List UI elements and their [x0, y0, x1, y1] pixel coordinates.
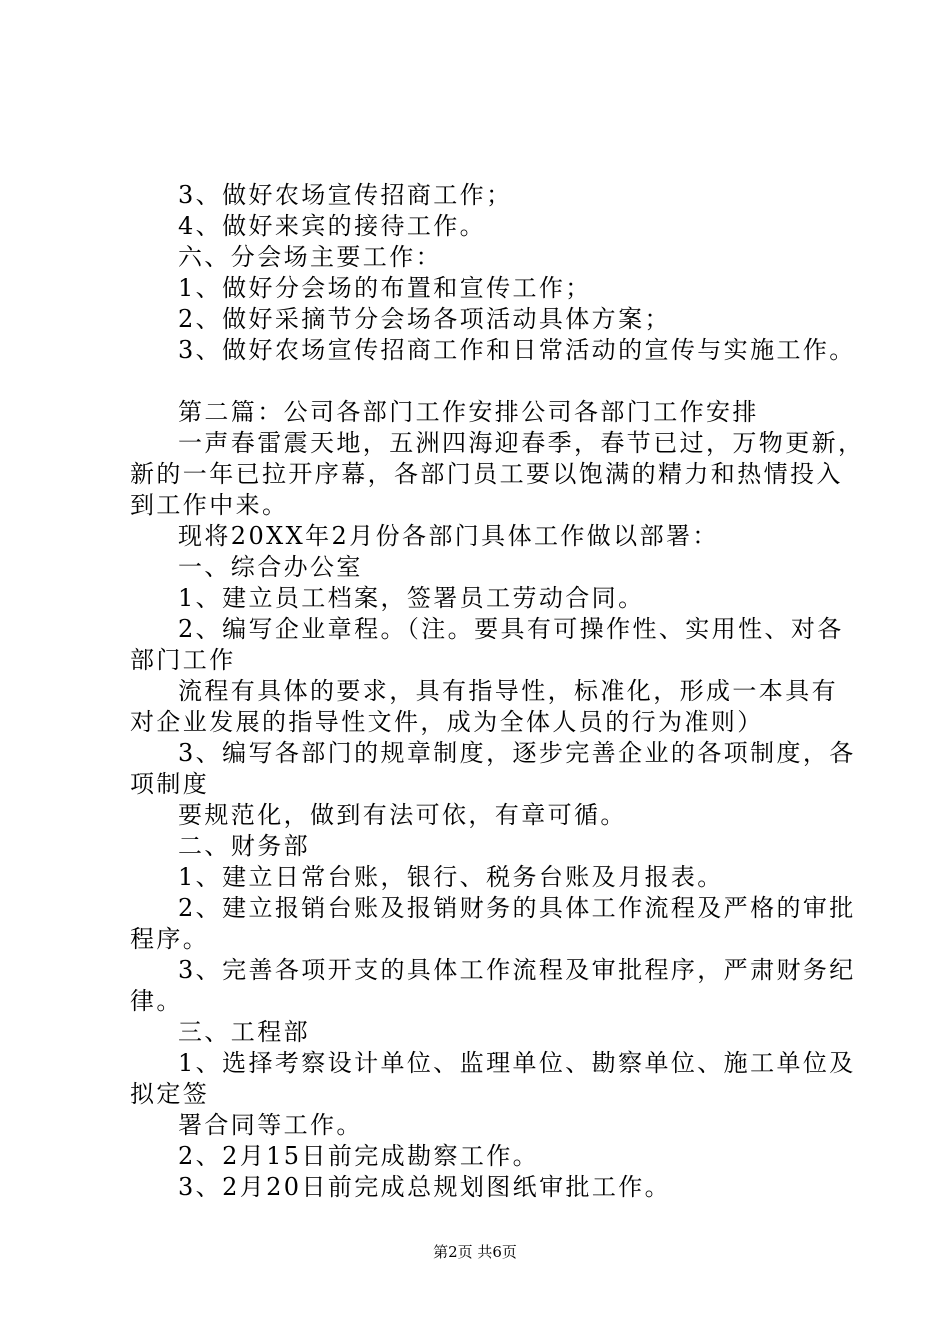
text-line: 新的一年已拉开序幕，各部门员工要以饱满的精力和热情投入 — [130, 460, 843, 488]
subsection-heading: 二、财务部 — [178, 832, 310, 860]
text-line: 六、分会场主要工作： — [178, 243, 442, 271]
text-line: 3、完善各项开支的具体工作流程及审批程序，严肃财务纪 — [178, 956, 856, 984]
text-line: 部门工作 — [130, 646, 236, 674]
text-line: 要规范化，做到有法可依，有章可循。 — [178, 801, 627, 829]
text-line: 2、编写企业章程。（注。要具有可操作性、实用性、对各 — [178, 615, 844, 643]
text-line: 4、做好来宾的接待工作。 — [178, 212, 487, 240]
text-line: 署合同等工作。 — [178, 1111, 363, 1139]
section-heading: 第二篇：公司各部门工作安排公司各部门工作安排 — [178, 398, 759, 426]
text-line: 拟定签 — [130, 1080, 210, 1108]
text-line: 1、选择考察设计单位、监理单位、勘察单位、施工单位及 — [178, 1049, 856, 1077]
text-line: 1、建立员工档案，签署员工劳动合同。 — [178, 584, 645, 612]
text-line: 3、做好农场宣传招商工作和日常活动的宣传与实施工作。 — [178, 336, 856, 364]
text-line: 2、做好采摘节分会场各项活动具体方案； — [178, 305, 671, 333]
text-line: 1、建立日常台账，银行、税务台账及月报表。 — [178, 863, 724, 891]
text-line: 到工作中来。 — [130, 491, 289, 519]
subsection-heading: 一、综合办公室 — [178, 553, 363, 581]
text-line: 现将20XX年2月份各部门具体工作做以部署： — [178, 522, 719, 550]
text-line: 2、建立报销台账及报销财务的具体工作流程及严格的审批 — [178, 894, 856, 922]
text-line: 3、编写各部门的规章制度，逐步完善企业的各项制度，各 — [178, 739, 856, 767]
text-line: 程序。 — [130, 925, 210, 953]
page-number-footer: 第2页 共6页 — [433, 1243, 517, 1261]
text-line: 1、做好分会场的布置和宣传工作； — [178, 274, 592, 302]
text-line: 流程有具体的要求，具有指导性，标准化，形成一本具有 — [178, 677, 838, 705]
text-line: 律。 — [130, 987, 183, 1015]
subsection-heading: 三、工程部 — [178, 1018, 310, 1046]
text-line: 对企业发展的指导性文件，成为全体人员的行为准则） — [130, 708, 764, 736]
text-line: 3、做好农场宣传招商工作； — [178, 181, 513, 209]
text-line: 3、2月20日前完成总规划图纸审批工作。 — [178, 1173, 672, 1201]
text-line: 2、2月15日前完成勘察工作。 — [178, 1142, 540, 1170]
text-line: 一声春雷震天地，五洲四海迎春季，春节已过，万物更新， — [178, 429, 865, 457]
text-line: 项制度 — [130, 770, 210, 798]
